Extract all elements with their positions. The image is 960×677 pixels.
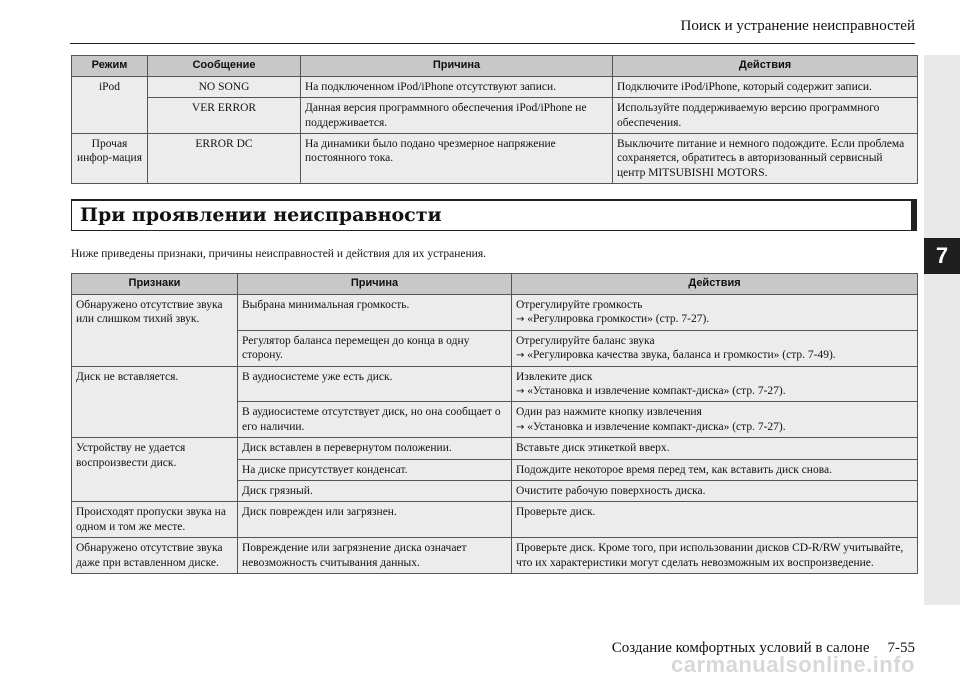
table-row: [72, 98, 918, 134]
action-text: Один раз нажмите кнопку извлечения: [516, 406, 702, 419]
symptom-cell: Обнаружено отсутствие звука даже при вставленном диске.: [72, 538, 238, 574]
page-reference-link[interactable]: «Установка и извлечение компакт-диска» (стр. 7-27).: [527, 384, 786, 397]
troubleshooting-table: [71, 273, 918, 574]
action-cell: Вставьте диск этикеткой вверх.: [512, 438, 918, 459]
symptom-cell: Диск не вставляется.: [72, 366, 238, 438]
mode-cell: iPod: [72, 76, 148, 133]
table-row: [72, 366, 918, 402]
message-cell: VER ERROR: [148, 98, 301, 134]
column-header: Действия: [613, 56, 918, 77]
cause-cell: На динамики было подано чрезмерное напряжение постоянного тока.: [301, 133, 613, 183]
page-reference-link[interactable]: «Регулировка качества звука, баланса и громкости» (стр. 7-49).: [527, 349, 836, 361]
action-cell: [512, 330, 918, 366]
cause-cell: Диск вставлен в перевернутом положении.: [238, 438, 512, 459]
page-header-title: Поиск и устранение неисправностей: [680, 18, 915, 34]
column-header: Сообщение: [148, 56, 301, 77]
action-text: Извлеките диск: [516, 370, 593, 383]
side-strip: [924, 55, 960, 605]
cause-cell: На диске присутствует конденсат.: [238, 459, 512, 480]
cause-cell: Выбрана минимальная громкость.: [238, 294, 512, 330]
footer-section-title: Создание комфортных условий в салоне: [611, 640, 870, 656]
action-cell: Подключите iPod/iPhone, который содержит записи.: [613, 76, 918, 97]
action-cell: Проверьте диск.: [512, 502, 918, 538]
table-row: [72, 294, 918, 330]
column-header: Режим: [72, 56, 148, 77]
symptom-cell: Устройству не удается воспроизвести диск.: [72, 438, 238, 502]
section-intro: Ниже приведены признаки, причины неисправностей и действия для их устранения.: [71, 248, 486, 260]
cause-cell: Повреждение или загрязнение диска означает невозможность считывания данных.: [238, 538, 512, 574]
cause-cell: Диск поврежден или загрязнен.: [238, 502, 512, 538]
page-number: 7-55: [887, 640, 915, 656]
reference-line: [516, 348, 913, 363]
table-row: [72, 502, 918, 538]
mode-cell: Прочая инфор-мация: [72, 133, 148, 183]
cause-cell: Регулятор баланса перемещен до конца в одну сторону.: [238, 330, 512, 366]
symptom-cell: Происходят пропуски звука на одном и том же месте.: [72, 502, 238, 538]
action-text: Отрегулируйте баланс звука: [516, 334, 655, 347]
header-divider: [70, 43, 915, 44]
chapter-tab: 7: [924, 238, 960, 274]
table-row: [72, 133, 918, 183]
cause-cell: Данная версия программного обеспечения iPod/iPhone не поддерживается.: [301, 98, 613, 134]
action-cell: Подождите некоторое время перед тем, как вставить диск снова.: [512, 459, 918, 480]
column-header: Причина: [301, 56, 613, 77]
cause-cell: В аудиосистеме уже есть диск.: [238, 366, 512, 402]
page-reference-link[interactable]: «Установка и извлечение компакт-диска» (стр. 7-27).: [527, 420, 786, 433]
watermark: carmanualsonline.info: [671, 652, 915, 677]
symptom-cell: Обнаружено отсутствие звука или слишком тихий звук.: [72, 294, 238, 366]
messages-table: [71, 55, 918, 184]
page-reference-link[interactable]: «Регулировка громкости» (стр. 7-27).: [527, 313, 710, 326]
table-row: [72, 438, 918, 459]
section-title: При проявлении неисправности: [80, 204, 442, 226]
action-cell: Очистите рабочую поверхность диска.: [512, 481, 918, 502]
action-cell: [512, 294, 918, 330]
message-cell: NO SONG: [148, 76, 301, 97]
arrow-right-icon: →: [516, 314, 525, 326]
column-header: Признаки: [72, 274, 238, 295]
action-cell: [512, 402, 918, 438]
table-header-row: [72, 274, 918, 295]
section-heading: [71, 199, 917, 231]
action-text: Отрегулируйте громкость: [516, 298, 643, 311]
cause-cell: На подключенном iPod/iPhone отсутствуют записи.: [301, 76, 613, 97]
arrow-right-icon: →: [516, 421, 525, 433]
reference-line: [516, 420, 913, 435]
table-header-row: [72, 56, 918, 77]
reference-line: [516, 312, 913, 327]
table-row: [72, 76, 918, 97]
arrow-right-icon: →: [516, 350, 525, 361]
column-header: Действия: [512, 274, 918, 295]
message-cell: ERROR DC: [148, 133, 301, 183]
column-header: Причина: [238, 274, 512, 295]
action-cell: Выключите питание и немного подождите. Если проблема сохраняется, обратитесь в авторизованный сервисный центр MITSUBISHI MOTORS.: [613, 133, 918, 183]
table-row: [72, 538, 918, 574]
cause-cell: Диск грязный.: [238, 481, 512, 502]
action-cell: Используйте поддерживаемую версию программного обеспечения.: [613, 98, 918, 134]
action-cell: Проверьте диск. Кроме того, при использовании дисков CD-R/RW учитывайте, что их характеристики могут сделать невозможным их воспроизведение.: [512, 538, 918, 574]
arrow-right-icon: →: [516, 385, 525, 397]
reference-line: [516, 384, 913, 399]
action-cell: [512, 366, 918, 402]
cause-cell: В аудиосистеме отсутствует диск, но она сообщает о его наличии.: [238, 402, 512, 438]
